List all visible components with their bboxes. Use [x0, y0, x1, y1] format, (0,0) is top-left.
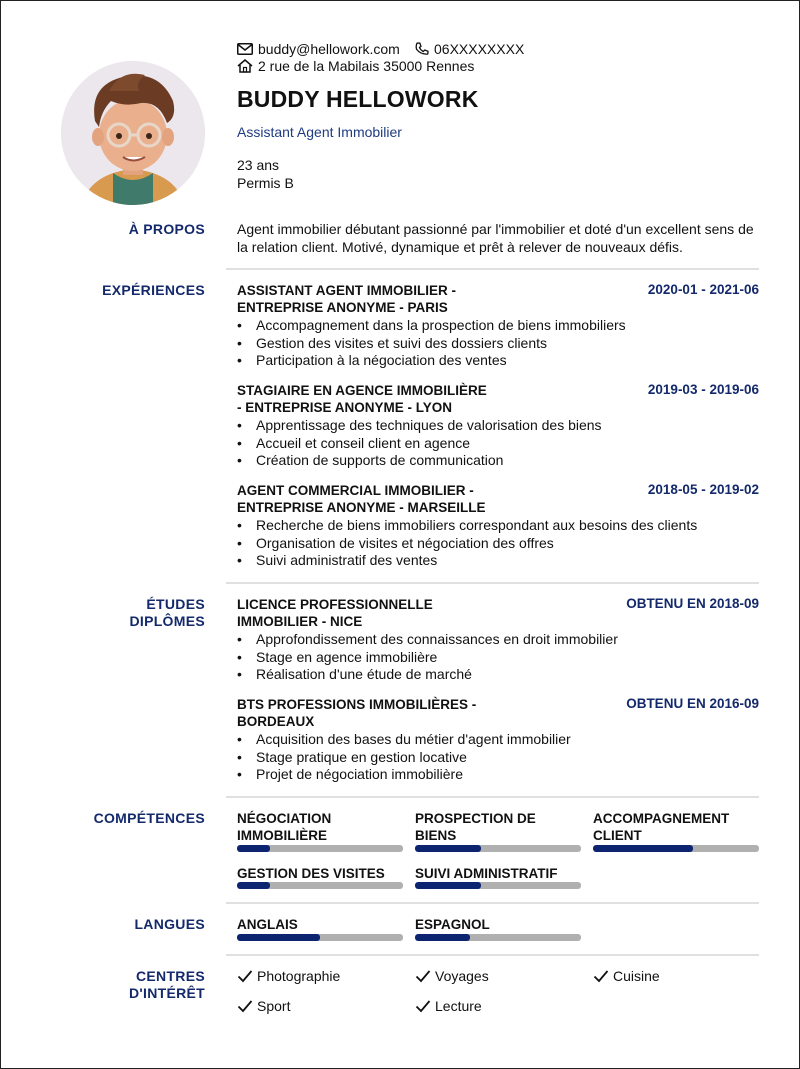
experience-entry: [237, 382, 759, 470]
experience-title: AGENT COMMERCIAL IMMOBILIER - ENTREPRISE ANONYME - MARSEILLE: [237, 483, 486, 515]
experience-tasks: [237, 317, 759, 370]
list-item: • Réalisation d'une étude de marché: [237, 666, 759, 684]
skill-name: ACCOMPAGNEMENT CLIENT: [593, 811, 730, 843]
list-item: • Stage pratique en gestion locative: [237, 749, 759, 767]
section-label-about: À PROPOS: [128, 221, 205, 237]
experience-entry: [237, 482, 759, 570]
experience-tasks: [237, 517, 759, 570]
experience-title: ASSISTANT AGENT IMMOBILIER - ENTREPRISE ANONYME - PARIS: [237, 283, 456, 315]
education-title: LICENCE PROFESSIONNELLE IMMOBILIER - NICE: [237, 597, 433, 629]
list-item: • Accompagnement dans la prospection de biens immobiliers: [237, 317, 759, 335]
address-text: 2 rue de la Mabilais 35000 Rennes: [258, 58, 475, 74]
checkmark-icon: [237, 969, 253, 983]
skill-name: PROSPECTION DE BIENS: [415, 811, 536, 843]
phone-icon: [415, 42, 429, 56]
list-item: • Gestion des visites et suivi des dossiers clients: [237, 335, 759, 353]
language-level-bar: [415, 934, 581, 941]
skill-item: [237, 810, 403, 844]
divider: [226, 268, 759, 270]
list-item: • Accueil et conseil client en agence: [237, 435, 759, 453]
language-item: [415, 916, 581, 933]
about-text: Agent immobilier débutant passionné par l'immobilier et doté d'un excellent sens de la relation client. Motivé, dynamique et prêt à relever de nouveaux défis.: [237, 221, 754, 255]
experience-date: 2018-05 - 2019-02: [647, 482, 759, 497]
list-item: • Acquisition des bases du métier d'agent immobilier: [237, 731, 759, 749]
phone-line: [415, 41, 524, 57]
driving-license: Permis B: [237, 175, 294, 191]
skill-name: NÉGOCIATION IMMOBILIÈRE: [237, 811, 332, 843]
language-name: ANGLAIS: [237, 917, 298, 932]
interest-label: Lecture: [435, 998, 482, 1014]
language-level-bar: [237, 934, 403, 941]
profile-photo: [61, 61, 205, 205]
skill-item: [415, 810, 581, 844]
education-date: OBTENU EN 2018-09: [626, 596, 759, 611]
experience-date: 2019-03 - 2019-06: [647, 382, 759, 397]
divider: [226, 796, 759, 798]
home-icon: [237, 59, 253, 73]
skill-level-bar: [237, 845, 403, 852]
skill-item: [237, 865, 403, 882]
age: 23 ans: [237, 157, 280, 173]
education-date: OBTENU EN 2016-09: [626, 696, 759, 711]
email-text: buddy@hellowork.com: [258, 41, 400, 57]
interest-label: Sport: [257, 998, 291, 1014]
education-title: BTS PROFESSIONS IMMOBILIÈRES - BORDEAUX: [237, 697, 477, 729]
interest-item: [415, 968, 489, 984]
divider: [226, 954, 759, 956]
list-item: • Projet de négociation immobilière: [237, 766, 759, 784]
skill-item: [415, 865, 581, 882]
interest-item: [415, 998, 482, 1014]
education-entry: [237, 696, 759, 784]
education-details: [237, 631, 759, 684]
interest-label: Photographie: [257, 968, 341, 984]
education-details: [237, 731, 759, 784]
list-item: • Participation à la négociation des ventes: [237, 352, 759, 370]
envelope-icon: [237, 43, 253, 55]
list-item: • Recherche de biens immobiliers correspondant aux besoins des clients: [237, 517, 759, 535]
address-line: [237, 58, 474, 74]
list-item: • Suivi administratif des ventes: [237, 552, 759, 570]
list-item: • Création de supports de communication: [237, 452, 759, 470]
section-label-interests: CENTRES D'INTÉRÊT: [128, 968, 205, 1001]
section-label-education: ÉTUDES DIPLÔMES: [129, 596, 205, 629]
interest-item: [237, 998, 290, 1014]
section-label-languages: LANGUES: [134, 916, 205, 932]
experience-date: 2020-01 - 2021-06: [647, 282, 759, 297]
divider: [226, 902, 759, 904]
experience-entry: [237, 282, 759, 370]
interest-label: Voyages: [435, 968, 489, 984]
job-title: Assistant Agent Immobilier: [237, 124, 402, 140]
interest-item: [237, 968, 340, 984]
checkmark-icon: [237, 999, 253, 1013]
phone-text: 06XXXXXXXX: [434, 41, 525, 57]
education-entry: [237, 596, 759, 684]
list-item: • Approfondissement des connaissances en droit immobilier: [237, 631, 759, 649]
experience-tasks: [237, 417, 759, 470]
email-line: [237, 41, 400, 57]
skill-name: GESTION DES VISITES: [237, 866, 385, 881]
checkmark-icon: [593, 969, 609, 983]
skill-item: [593, 810, 759, 844]
skill-level-bar: [415, 882, 581, 889]
skill-level-bar: [593, 845, 759, 852]
experience-title: STAGIAIRE EN AGENCE IMMOBILIÈRE - ENTREPRISE ANONYME - LYON: [237, 383, 487, 415]
list-item: • Stage en agence immobilière: [237, 649, 759, 667]
candidate-name: BUDDY HELLOWORK: [237, 86, 479, 112]
divider: [226, 582, 759, 584]
list-item: • Organisation de visites et négociation des offres: [237, 535, 759, 553]
section-label-skills: COMPÉTENCES: [93, 810, 205, 826]
language-item: [237, 916, 403, 933]
skill-name: SUIVI ADMINISTRATIF: [415, 866, 558, 881]
interest-item: [593, 968, 660, 984]
skill-level-bar: [237, 882, 403, 889]
list-item: • Apprentissage des techniques de valorisation des biens: [237, 417, 759, 435]
skill-level-bar: [415, 845, 581, 852]
checkmark-icon: [415, 999, 431, 1013]
section-label-experiences: EXPÉRIENCES: [102, 282, 205, 298]
checkmark-icon: [415, 969, 431, 983]
language-name: ESPAGNOL: [415, 917, 490, 932]
interest-label: Cuisine: [613, 968, 660, 984]
